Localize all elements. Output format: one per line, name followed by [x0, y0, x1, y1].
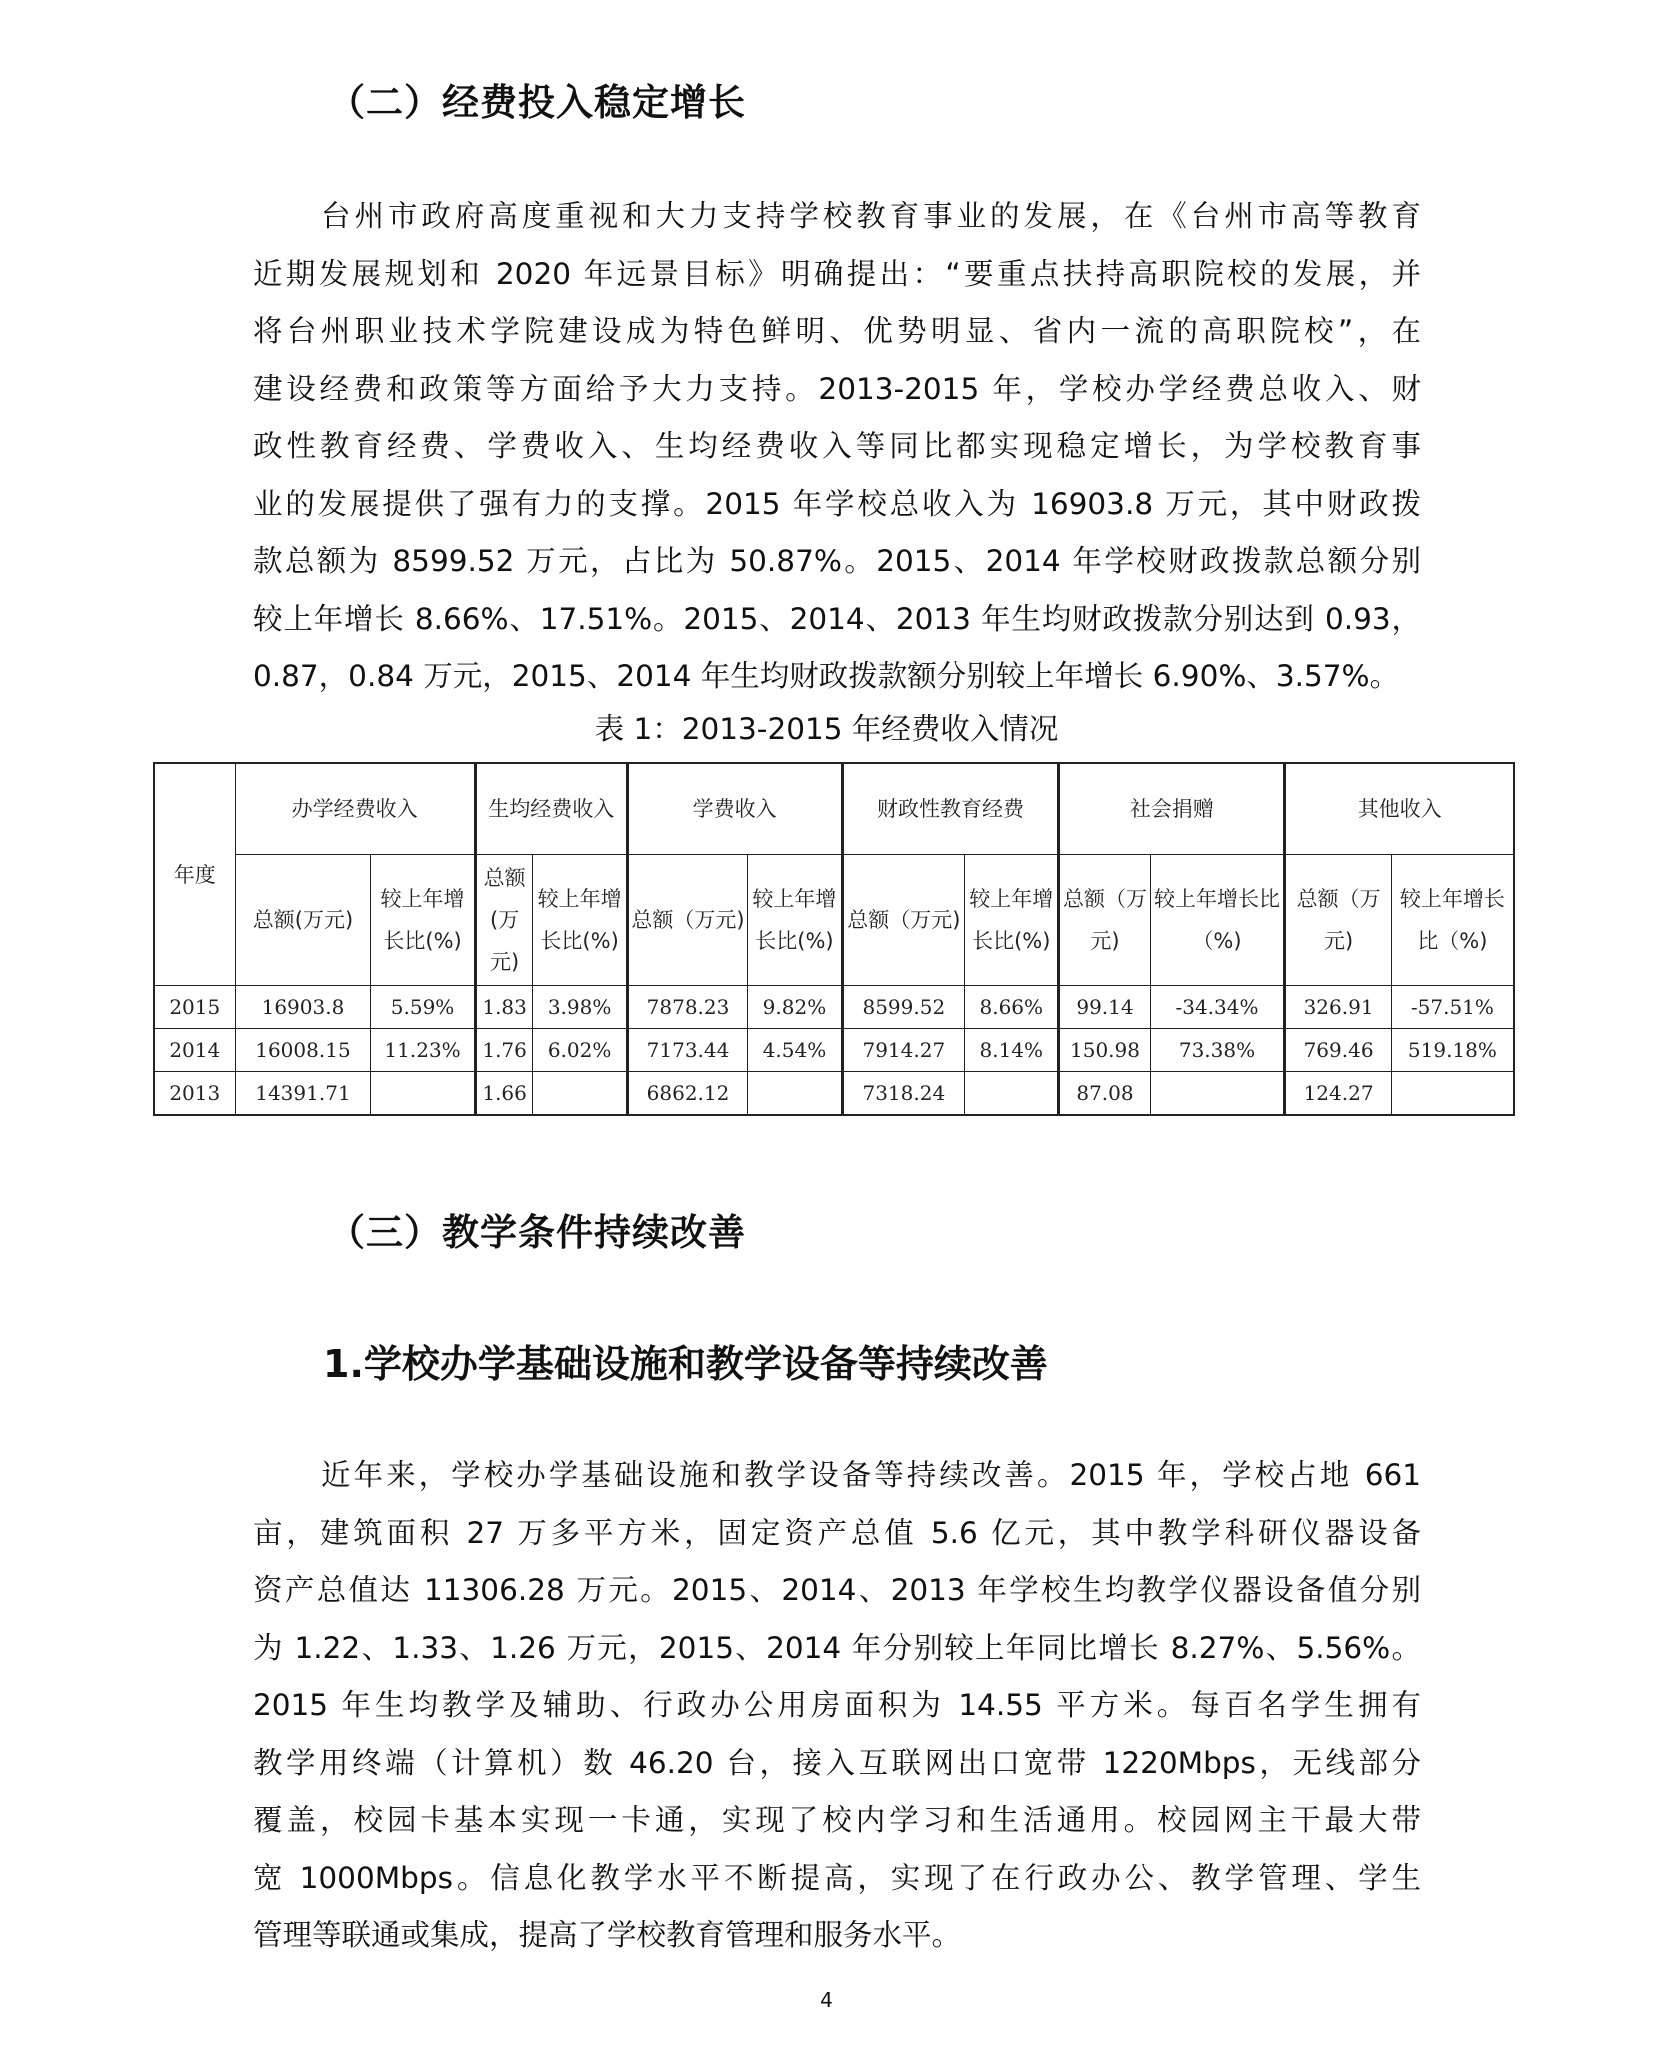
- table-cell: 7878.23: [627, 986, 748, 1029]
- table-cell: -57.51%: [1391, 986, 1514, 1029]
- page-number: 4: [820, 1988, 833, 2012]
- paragraph-line: 建设经费和政策等方面给予大力支持。2013-2015 年，学校办学经费总收入、财: [253, 371, 1421, 406]
- table-cell: 1.76: [475, 1029, 533, 1072]
- subheader-total: 总额(万元): [235, 855, 371, 986]
- paragraph-line: 教学用终端（计算机）数 46.20 台，接入互联网出口宽带 1220Mbps，无线部分: [253, 1745, 1421, 1780]
- subheader-growth: 较上年增长比（%): [1150, 855, 1285, 986]
- paragraph-line: 近年来，学校办学基础设施和教学设备等持续改善。2015 年，学校占地 661: [321, 1458, 1421, 1492]
- subheader-total: 总额（万元): [627, 855, 748, 986]
- table-cell: 1.66: [475, 1072, 533, 1116]
- table-cell: 73.38%: [1150, 1029, 1285, 1072]
- table-cell: 8599.52: [842, 986, 965, 1029]
- table-cell: -34.34%: [1150, 986, 1285, 1029]
- table-cell: 14391.71: [235, 1072, 371, 1116]
- section-heading-funding: （二）经费投入稳定增长: [328, 81, 746, 124]
- table-cell: 8.66%: [965, 986, 1059, 1029]
- table-cell: 6.02%: [533, 1029, 627, 1072]
- paragraph-line: 0.87，0.84 万元，2015、2014 年生均财政拨款额分别较上年增长 6.90%、3.57%。: [253, 659, 1400, 693]
- funding-table: [153, 762, 1515, 1116]
- table-cell: 1.83: [475, 986, 533, 1029]
- group-header: 办学经费收入: [235, 763, 475, 855]
- subheader-total: 总额（万元): [1285, 855, 1391, 986]
- paragraph-line: 将台州职业技术学院建设成为特色鲜明、优势明显、省内一流的高职院校”，在: [253, 314, 1421, 348]
- paragraph-line: 近期发展规划和 2020 年远景目标》明确提出：“要重点扶持高职院校的发展，并: [253, 256, 1421, 291]
- table-caption: 表 1：2013-2015 年经费收入情况: [594, 712, 1059, 746]
- paragraph-line: 资产总值达 11306.28 万元。2015、2014、2013 年学校生均教学仪器设备值分别: [253, 1573, 1421, 1607]
- paragraph-line: 业的发展提供了强有力的支撑。2015 年学校总收入为 16903.8 万元，其中财政拨: [253, 486, 1421, 521]
- paragraph-line: 宽 1000Mbps。信息化教学水平不断提高，实现了在行政办公、教学管理、学生: [253, 1860, 1421, 1895]
- group-header: 学费收入: [627, 763, 842, 855]
- table-cell: 8.14%: [965, 1029, 1059, 1072]
- subheader-growth: 较上年增长比(%): [748, 855, 842, 986]
- paragraph-line: 台州市政府高度重视和大力支持学校教育事业的发展，在《台州市高等教育: [321, 199, 1421, 233]
- table-cell: 9.82%: [748, 986, 842, 1029]
- table-row: [154, 986, 1514, 1029]
- group-header: 财政性教育经费: [842, 763, 1059, 855]
- table-cell: 7914.27: [842, 1029, 965, 1072]
- table-cell: 4.54%: [748, 1029, 842, 1072]
- table-cell: 99.14: [1059, 986, 1150, 1029]
- table-cell: 519.18%: [1391, 1029, 1514, 1072]
- subheader-growth: 较上年增长比(%): [965, 855, 1059, 986]
- table-cell: [748, 1072, 842, 1116]
- paragraph-funding: [253, 188, 1421, 706]
- paragraph-line: 亩，建筑面积 27 万多平方米，固定资产总值 5.6 亿元，其中教学科研仪器设备: [253, 1515, 1421, 1550]
- year-cell: 2015: [154, 986, 235, 1029]
- subheader-growth: 较上年增长比（%): [1391, 855, 1514, 986]
- table-cell: [965, 1072, 1059, 1116]
- table-cell: 7318.24: [842, 1072, 965, 1116]
- table-cell: 326.91: [1285, 986, 1391, 1029]
- paragraph-line: 覆盖，校园卡基本实现一卡通，实现了校内学习和生活通用。校园网主干最大带: [253, 1803, 1421, 1837]
- table-cell: 87.08: [1059, 1072, 1150, 1116]
- subheader-growth: 较上年增长比(%): [371, 855, 475, 986]
- paragraph-line: 较上年增长 8.66%、17.51%。2015、2014、2013 年生均财政拨款分别达到 0.93，: [253, 601, 1421, 636]
- table-cell: 769.46: [1285, 1029, 1391, 1072]
- table-cell: 16903.8: [235, 986, 371, 1029]
- table-cell: 7173.44: [627, 1029, 748, 1072]
- table-cell: 11.23%: [371, 1029, 475, 1072]
- table-cell: 3.98%: [533, 986, 627, 1029]
- table-cell: [533, 1072, 627, 1116]
- table-row: [154, 1072, 1514, 1116]
- section-heading-teaching: （三）教学条件持续改善: [328, 1211, 746, 1254]
- year-cell: 2013: [154, 1072, 235, 1116]
- paragraph-facilities: [253, 1447, 1421, 1965]
- subheader-growth: 较上年增长比(%): [533, 855, 627, 986]
- group-header: 生均经费收入: [475, 763, 627, 855]
- paragraph-line: 为 1.22、1.33、1.26 万元，2015、2014 年分别较上年同比增长 8.27%、5.56%。: [253, 1630, 1421, 1665]
- paragraph-line: 政性教育经费、学费收入、生均经费收入等同比都实现稳定增长，为学校教育事: [253, 429, 1421, 463]
- subsection-heading-facilities: 1.学校办学基础设施和教学设备等持续改善: [323, 1342, 1048, 1386]
- group-header: 社会捐赠: [1059, 763, 1285, 855]
- subheader-total: 总额（万元): [842, 855, 965, 986]
- table-cell: 5.59%: [371, 986, 475, 1029]
- year-cell: 2014: [154, 1029, 235, 1072]
- group-header: 其他收入: [1285, 763, 1514, 855]
- table-cell: 16008.15: [235, 1029, 371, 1072]
- table-row: [154, 1029, 1514, 1072]
- paragraph-line: 管理等联通或集成，提高了学校教育管理和服务水平。: [253, 1918, 962, 1952]
- subheader-total: 总额(万元): [475, 855, 533, 986]
- table-cell: [1391, 1072, 1514, 1116]
- paragraph-line: 2015 年生均教学及辅助、行政办公用房面积为 14.55 平方米。每百名学生拥有: [253, 1688, 1421, 1722]
- table-cell: 6862.12: [627, 1072, 748, 1116]
- table-cell: [1150, 1072, 1285, 1116]
- table-cell: 124.27: [1285, 1072, 1391, 1116]
- table-cell: 150.98: [1059, 1029, 1150, 1072]
- subheader-total: 总额（万元): [1059, 855, 1150, 986]
- paragraph-line: 款总额为 8599.52 万元，占比为 50.87%。2015、2014 年学校财政拨款总额分别: [253, 544, 1421, 578]
- table-cell: [371, 1072, 475, 1116]
- year-header: 年度: [154, 763, 235, 986]
